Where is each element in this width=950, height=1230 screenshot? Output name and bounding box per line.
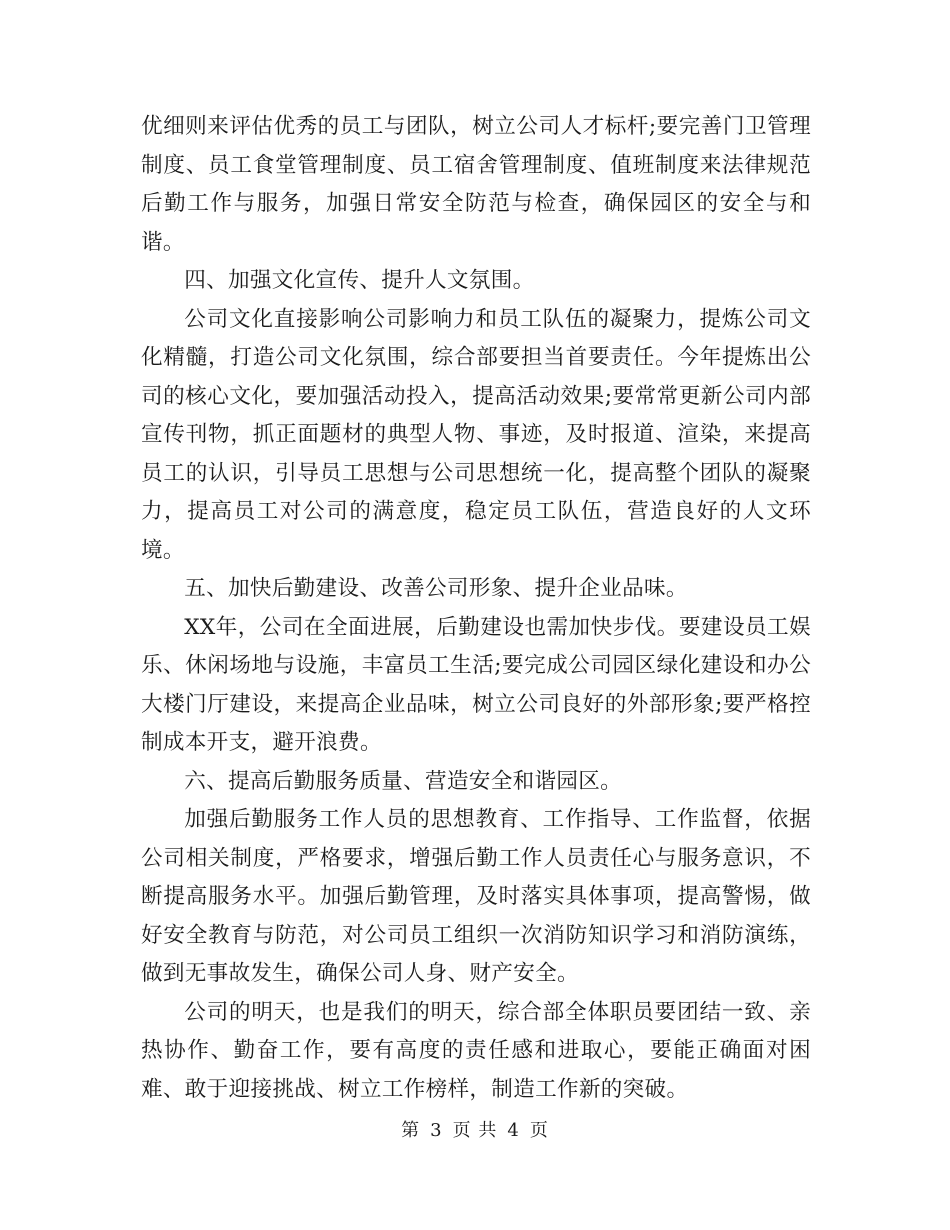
paragraph-8: 公司的明天，也是我们的明天，综合部全体职员要团结一致、亲热协作、勤奋工作，要有高度的责任感和进取心，要能正确面对困难、敢于迎接挑战、树立工作榜样，制造工作新的突破。 (141, 999, 811, 1102)
paragraph-1: 优细则来评估优秀的员工与团队，树立公司人才标杆;要完善门卫管理制度、员工食堂管理制度、员工宿舍管理制度、值班制度来法律规范后勤工作与服务，加强日常安全防范与检查，确保园区的安全与和谐。 (141, 114, 811, 255)
footer-current-page: 3 (430, 1120, 443, 1141)
section-heading-6: 六、提高后勤服务质量、营造安全和谐园区。 (184, 768, 623, 794)
paragraph-7: 加强后勤服务工作人员的思想教育、工作指导、工作监督，依据公司相关制度，严格要求，增强后勤工作人员责任心与服务意识，不断提高服务水平。加强后勤管理，及时落实具体事项，提高警惕，做好安全教育与防范，对公司员工组织一次消防知识学习和消防演练，做到无事故发生，确保公司人身、财产安全。 (141, 807, 811, 986)
section-heading-4: 四、加强文化宣传、提升人文氛围。 (184, 268, 535, 293)
page-footer (0, 1116, 950, 1142)
footer-prefix: 第 (401, 1120, 421, 1141)
paragraph-3: 公司文化直接影响公司影响力和员工队伍的凝聚力，提炼公司文化精髓，打造公司文化氛围，综合部要担当首要责任。今年提炼出公司的核心文化，要加强活动投入，提高活动效果;要常常更新公司内部宣传刊物，抓正面题材的典型人物、事迹，及时报道、渲染，来提高员工的认识，引导员工思想与公司思想统一化，提高整个团队的凝聚力，提高员工对公司的满意度，稳定员工队伍，营造良好的人文环境。 (141, 306, 811, 563)
document-body (141, 108, 811, 1109)
paragraph-5: XX年，公司在全面进展，后勤建设也需加快步伐。要建设员工娱乐、休闲场地与设施，丰富员工生活;要完成公司园区绿化建设和办公大楼门厅建设，来提高企业品味，树立公司良好的外部形象;要严格控制成本开支，避开浪费。 (141, 614, 811, 755)
footer-suffix: 页 (529, 1120, 549, 1141)
footer-middle: 页 共 (452, 1120, 498, 1141)
section-heading-5: 五、加快后勤建设、改善公司形象、提升企业品味。 (184, 576, 688, 601)
footer-total-pages: 4 (507, 1120, 520, 1141)
